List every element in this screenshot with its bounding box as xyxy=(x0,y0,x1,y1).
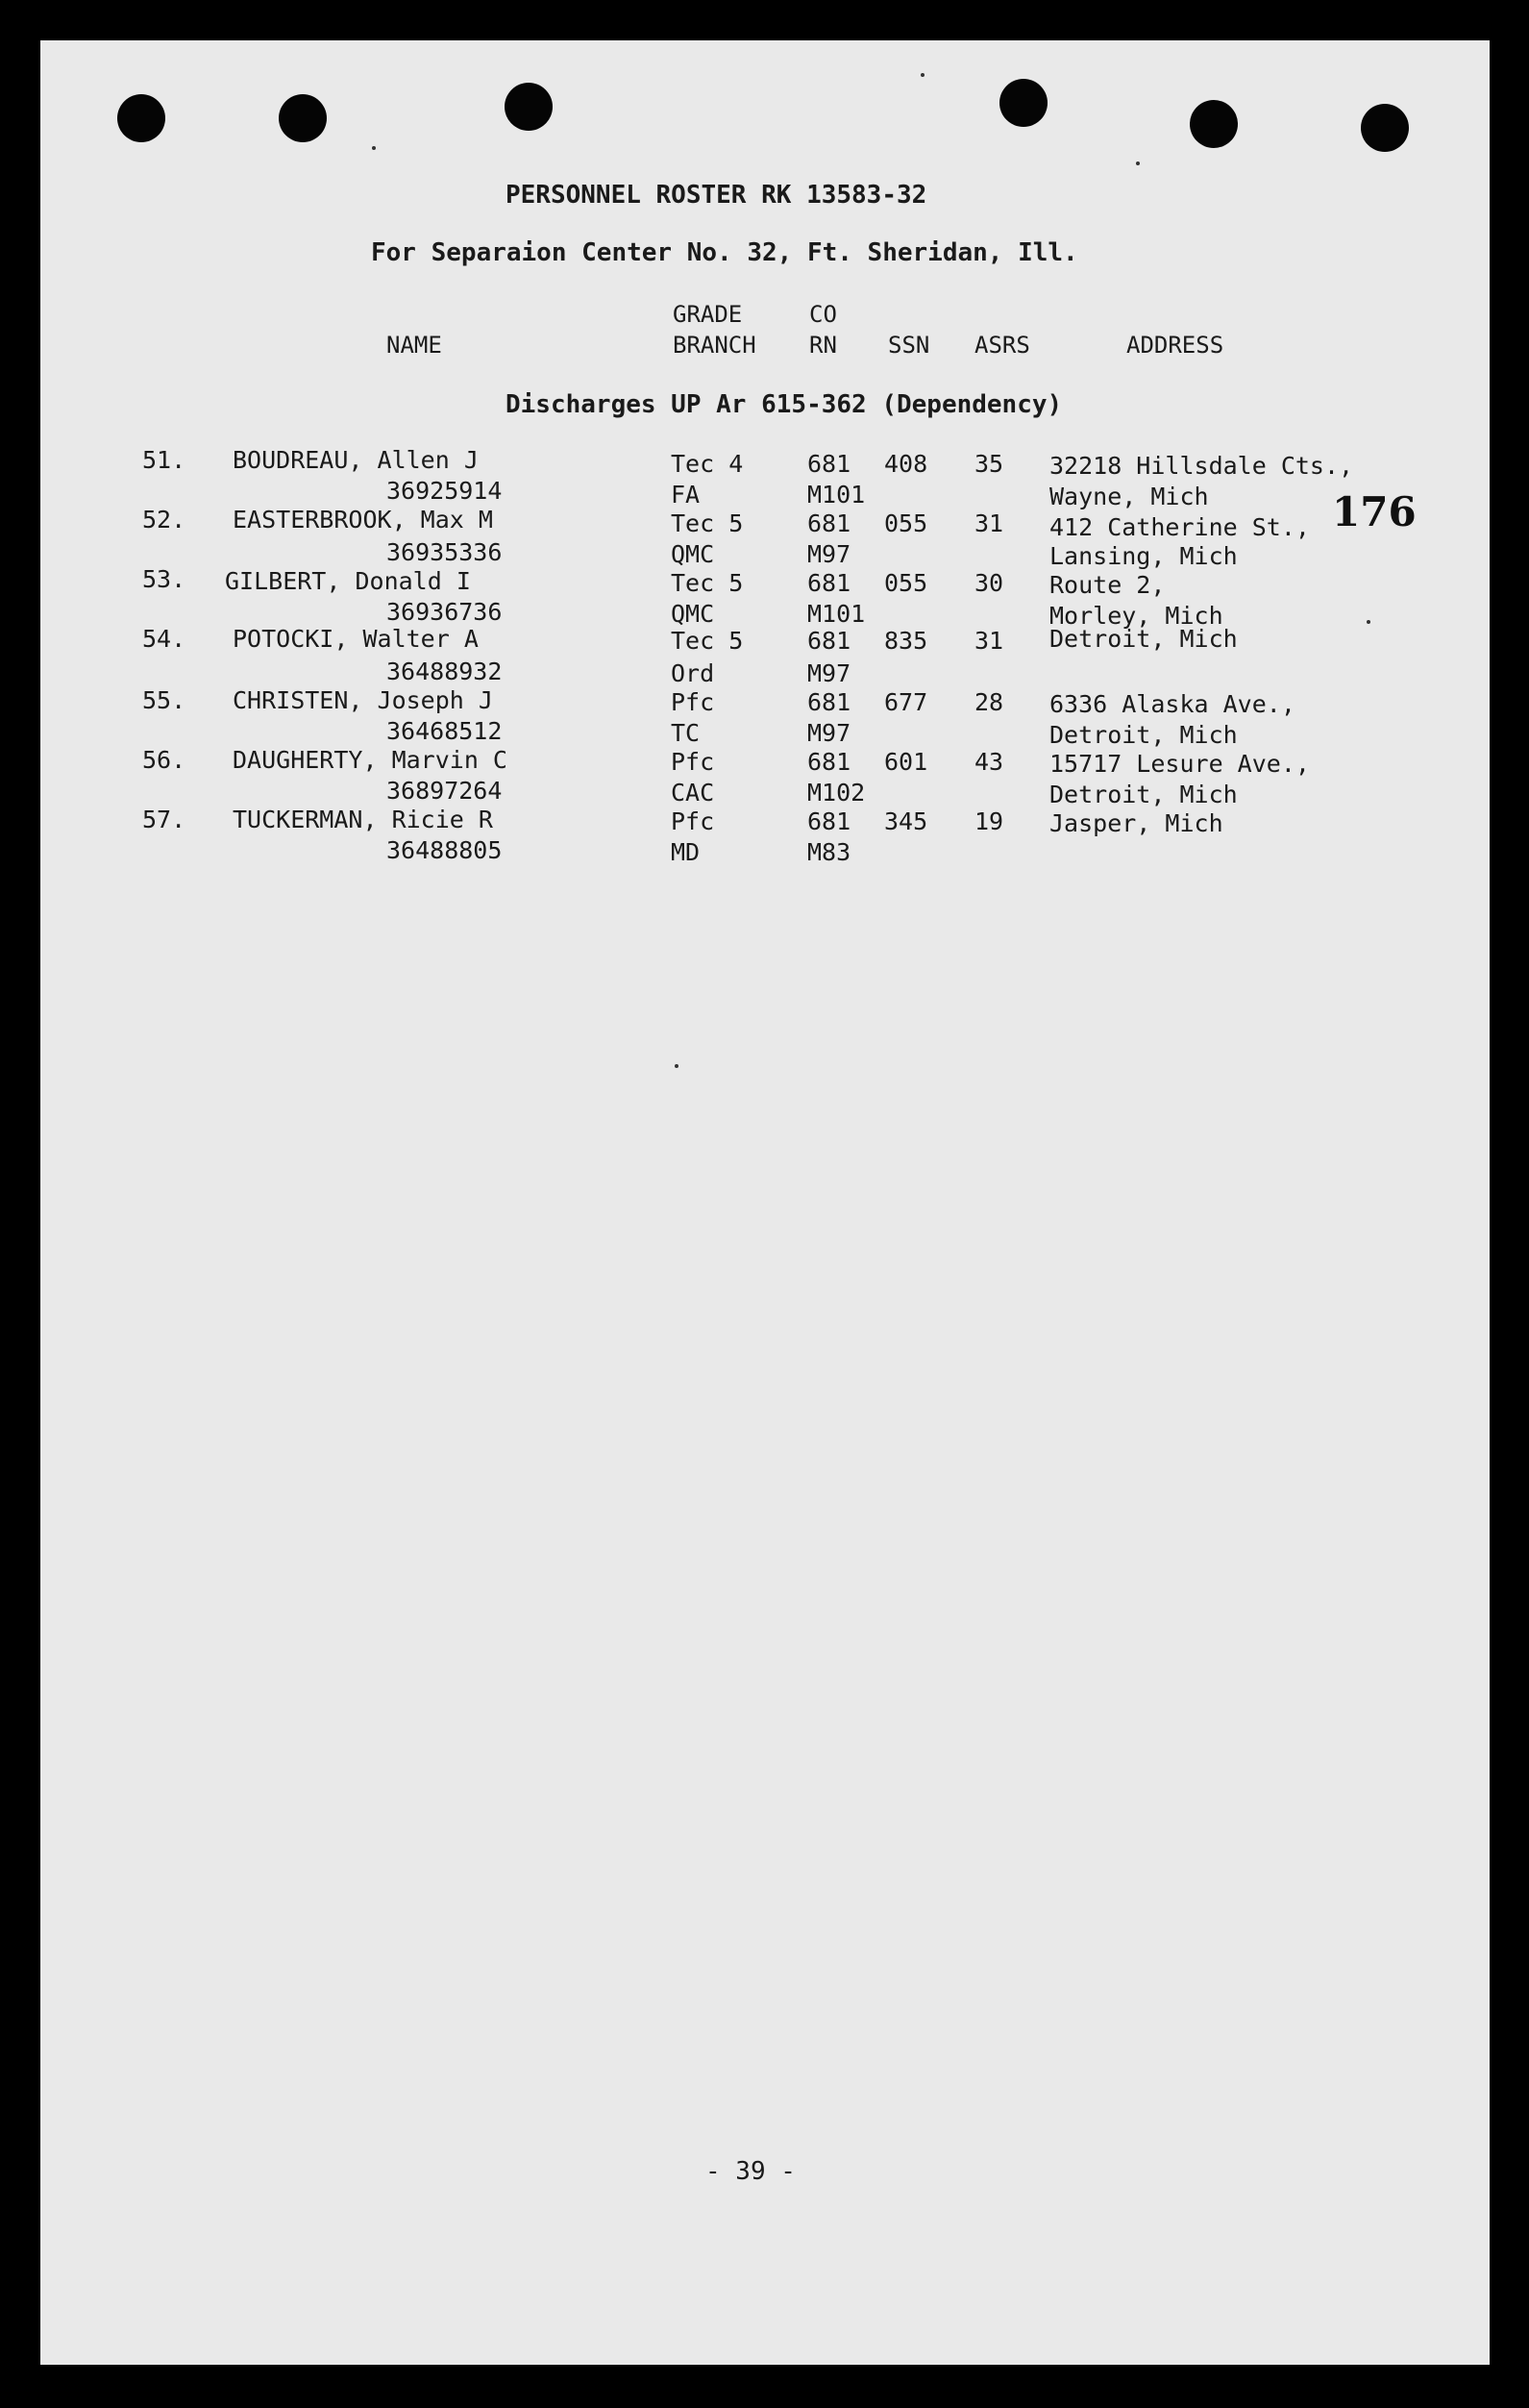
stamp-number: 176 xyxy=(1332,488,1417,535)
entry-address-line2: Lansing, Mich xyxy=(1049,542,1238,570)
entry-rn: M101 xyxy=(807,600,866,628)
entry-name: CHRISTEN, Joseph J xyxy=(233,686,493,714)
entry-asrs: 19 xyxy=(974,807,1004,835)
entry-grade: Pfc xyxy=(671,807,715,835)
entry-rn: M101 xyxy=(807,481,866,509)
entry-serial: 36925914 xyxy=(386,477,503,505)
entry-asrs: 43 xyxy=(974,748,1004,776)
entry-branch: CAC xyxy=(671,779,715,807)
entry-rn: M97 xyxy=(807,659,851,687)
entry-asrs: 28 xyxy=(974,688,1004,716)
entry-grade: Tec 4 xyxy=(671,450,744,478)
entry-address-line2: Wayne, Mich xyxy=(1049,483,1209,510)
column-header-branch: BRANCH xyxy=(673,332,756,359)
entry-number: 54. xyxy=(142,625,186,653)
entry-grade: Tec 5 xyxy=(671,569,744,597)
entry-rn: M97 xyxy=(807,719,851,747)
entry-co: 681 xyxy=(807,450,851,478)
entry-asrs: 31 xyxy=(974,509,1004,537)
entry-ssn: 055 xyxy=(884,509,928,537)
column-header-address: ADDRESS xyxy=(1126,332,1224,359)
entry-ssn: 835 xyxy=(884,627,928,655)
entry-branch: TC xyxy=(671,719,701,747)
page-number: - 39 - xyxy=(705,2157,796,2186)
punch-hole xyxy=(1190,100,1238,148)
punch-hole xyxy=(1361,104,1409,152)
entry-address-line1: Detroit, Mich xyxy=(1049,625,1238,653)
entry-ssn: 677 xyxy=(884,688,928,716)
column-header-name: NAME xyxy=(386,332,442,359)
entry-branch: MD xyxy=(671,838,701,866)
entry-number: 56. xyxy=(142,746,186,774)
punch-hole xyxy=(505,83,553,131)
entry-number: 51. xyxy=(142,446,186,474)
entry-number: 57. xyxy=(142,806,186,833)
entry-name: POTOCKI, Walter A xyxy=(233,625,479,653)
entry-serial: 36488932 xyxy=(386,658,503,685)
entry-asrs: 31 xyxy=(974,627,1004,655)
entry-branch: FA xyxy=(671,481,701,509)
entry-address-line2: Morley, Mich xyxy=(1049,602,1223,630)
entry-address-line2: Detroit, Mich xyxy=(1049,721,1238,749)
entry-co: 681 xyxy=(807,748,851,776)
entry-branch: Ord xyxy=(671,659,715,687)
column-header-co: CO xyxy=(809,301,837,328)
section-heading: Discharges UP Ar 615-362 (Dependency) xyxy=(506,390,1063,419)
column-header-grade: GRADE xyxy=(673,301,743,328)
entry-serial: 36935336 xyxy=(386,538,503,566)
entry-co: 681 xyxy=(807,688,851,716)
entry-serial: 36936736 xyxy=(386,598,503,626)
entry-address-line1: 412 Catherine St., xyxy=(1049,513,1310,541)
entry-address-line1: Jasper, Mich xyxy=(1049,809,1223,837)
entry-name: GILBERT, Donald I xyxy=(225,567,471,595)
entry-name: BOUDREAU, Allen J xyxy=(233,446,479,474)
entry-branch: QMC xyxy=(671,540,715,568)
document-title: PERSONNEL ROSTER RK 13583-32 xyxy=(506,181,927,210)
entry-address-line1: Route 2, xyxy=(1049,571,1166,599)
entry-ssn: 055 xyxy=(884,569,928,597)
entry-serial: 36468512 xyxy=(386,717,503,745)
entry-rn: M102 xyxy=(807,779,866,807)
entry-rn: M97 xyxy=(807,540,851,568)
entry-address-line1: 15717 Lesure Ave., xyxy=(1049,750,1310,778)
entry-number: 53. xyxy=(142,565,186,593)
entry-ssn: 408 xyxy=(884,450,928,478)
ink-speck xyxy=(675,1064,678,1068)
punch-hole xyxy=(279,94,327,142)
entry-branch: QMC xyxy=(671,600,715,628)
entry-name: TUCKERMAN, Ricie R xyxy=(233,806,493,833)
entry-name: EASTERBROOK, Max M xyxy=(233,506,493,534)
entry-co: 681 xyxy=(807,509,851,537)
column-header-ssn: SSN xyxy=(888,332,930,359)
roster-page xyxy=(40,40,1490,2365)
ink-speck xyxy=(1136,161,1140,165)
entry-address-line2: Detroit, Mich xyxy=(1049,781,1238,808)
ink-speck xyxy=(921,73,925,77)
entry-co: 681 xyxy=(807,569,851,597)
entry-serial: 36897264 xyxy=(386,777,503,805)
entry-number: 52. xyxy=(142,506,186,534)
document-subtitle: For Separaion Center No. 32, Ft. Sheridan, Ill. xyxy=(371,238,1078,267)
column-header-asrs: ASRS xyxy=(974,332,1030,359)
entry-ssn: 345 xyxy=(884,807,928,835)
ink-speck xyxy=(1367,620,1370,624)
entry-asrs: 30 xyxy=(974,569,1004,597)
entry-number: 55. xyxy=(142,686,186,714)
entry-address-line1: 6336 Alaska Ave., xyxy=(1049,690,1295,718)
entry-co: 681 xyxy=(807,627,851,655)
entry-ssn: 601 xyxy=(884,748,928,776)
column-header-rn: RN xyxy=(809,332,837,359)
punch-hole xyxy=(999,79,1048,127)
entry-rn: M83 xyxy=(807,838,851,866)
entry-asrs: 35 xyxy=(974,450,1004,478)
entry-grade: Tec 5 xyxy=(671,509,744,537)
ink-speck xyxy=(372,146,376,150)
entry-name: DAUGHERTY, Marvin C xyxy=(233,746,507,774)
punch-hole xyxy=(117,94,165,142)
entry-grade: Pfc xyxy=(671,688,715,716)
entry-co: 681 xyxy=(807,807,851,835)
entry-grade: Pfc xyxy=(671,748,715,776)
entry-grade: Tec 5 xyxy=(671,627,744,655)
entry-address-line1: 32218 Hillsdale Cts., xyxy=(1049,452,1354,480)
entry-serial: 36488805 xyxy=(386,836,503,864)
